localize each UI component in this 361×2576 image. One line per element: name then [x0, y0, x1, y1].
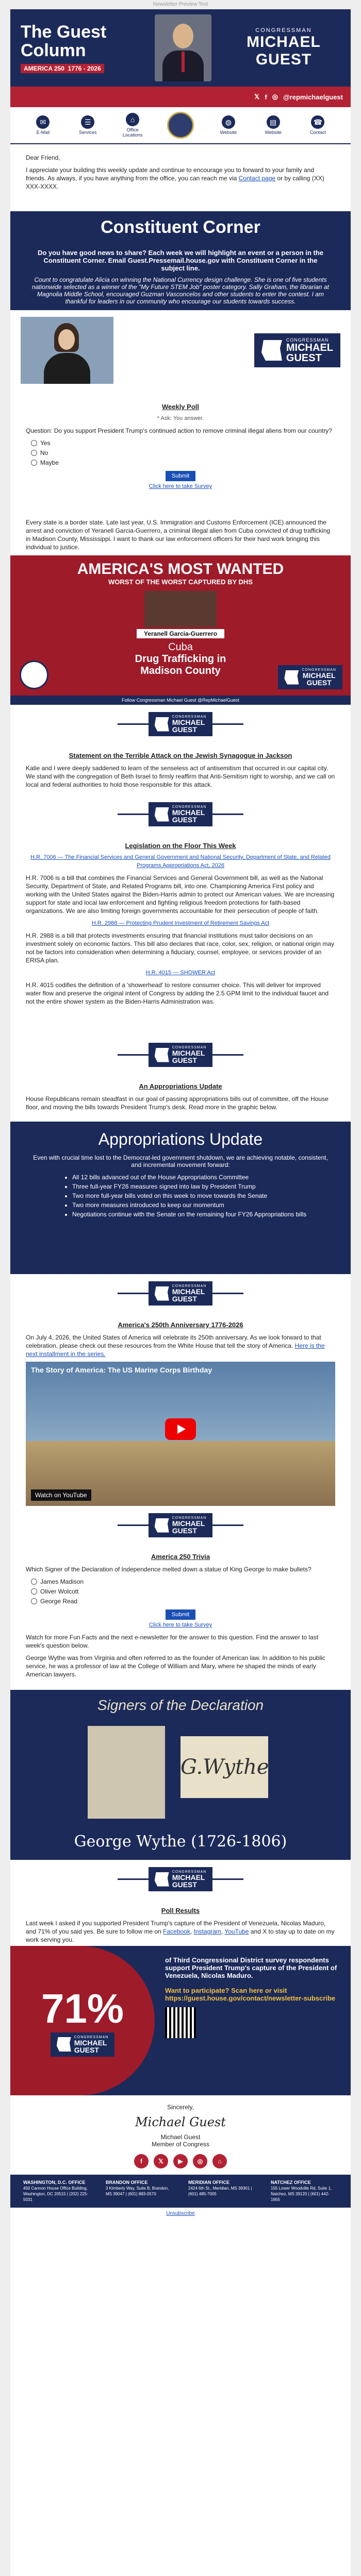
services-icon: ☰	[81, 115, 94, 129]
signoff	[10, 2104, 351, 2148]
bill-hr4015-link[interactable]: H.R. 4015 — SHOWER Act	[145, 970, 216, 976]
location-icon: ⌂	[126, 113, 139, 126]
website-link[interactable]: ◍ Website	[218, 115, 239, 135]
poll-results-graphic	[10, 1946, 351, 2095]
constituent-corner-prompt: Do you have good news to share? Each week we will highlight an event or a person in the Constituent Corner. Email Guest.Pressemail.house.gov with Constituent Corner in the subject line. Count to congratulate Alicia on winning the National Currency design challenge. She is one of five students nationwide selected as a winner of the "My Future STEM Job" poster category. Sally Graham, the librarian at Magnolia Middle School, encouraged Guzman Vasconcelos and other students to enter the contest. I am thankful for leaders in our community who encourage our students towards success.	[10, 244, 351, 310]
video-title: The Story of America: The US Marine Corps Birthday	[31, 1366, 212, 1374]
bill-hr7006-link[interactable]: H.R. 7006 — The Financial Services and General Government and National Security, Department of State, and Related Programs Appropriations Act, 2026	[30, 854, 331, 869]
wanted-footer: Follow Congressman Michael Guest @RepMichaelGuest	[10, 696, 351, 705]
globe-icon: ◍	[222, 115, 235, 129]
instagram-icon[interactable]: ◎	[272, 93, 278, 100]
watch-on-youtube-button[interactable]: Watch on YouTube	[31, 1489, 91, 1501]
appropriations-title: An Appropriations Update	[139, 1082, 222, 1090]
poll-subtitle: * Ask: You answer.	[157, 415, 204, 421]
wythe-signature: G.Wythe	[180, 1736, 268, 1798]
youtube-video[interactable]	[26, 1362, 335, 1506]
contact-link[interactable]: ☎ Contact	[307, 115, 328, 135]
signers-graphic	[10, 1690, 351, 1860]
section-divider: CONGRESSMAN MICHAEL GUEST	[10, 712, 351, 736]
congressman-portrait	[155, 14, 211, 81]
edition-badge: AMERICA 250 1776 - 2026	[21, 64, 104, 73]
wanted-subtitle: WORST OF THE WORST CAPTURED BY DHS	[108, 578, 253, 586]
appropriations-bullet: • Two more full-year bills voted on this week to move towards the Senate	[72, 1191, 330, 1200]
qr-code-icon[interactable]	[165, 2007, 196, 2038]
poll-cta: Want to participate? Scan here or visit https://guest.house.gov/contact/newsletter-subscribe	[165, 1987, 336, 2002]
poll-submit-button[interactable]: Submit	[166, 471, 195, 481]
congressman-label: CONGRESSMAN	[255, 27, 312, 33]
poll-percent: 71%	[41, 1985, 124, 2031]
email-link[interactable]: ✉ E-Mail	[32, 115, 53, 135]
poll-option-no[interactable]: No	[31, 449, 335, 457]
wythe-portrait	[88, 1726, 165, 1819]
footer-offices	[10, 2175, 351, 2208]
intro-paragraph: I appreciate your building this weekly update and continue to encourage you to forward to your family and friends. As always, if you have anything from the office, you can reach me via Contact page or by calling (XX) XXX-XXXX.	[26, 166, 324, 190]
mississippi-icon	[155, 1286, 169, 1301]
instagram-icon[interactable]: ◎	[193, 2154, 207, 2168]
social-handle[interactable]: @repmichaelguest	[283, 93, 343, 101]
newsletter	[10, 9, 351, 2576]
enforcement-paragraph: Every state is a border state. Late last year, U.S. Immigration and Customs Enforcement (ICE) announced the arrest and conviction of Yeranell Garcia-Guerrero, a criminal illegal alien from Cuba convicted of drug trafficking in Madison County, Mississippi. I want to thank our law enforcement officers for their hard work bringing this individual to justice.	[26, 519, 331, 551]
signer-role: Member of Congress	[151, 2141, 210, 2148]
play-icon[interactable]	[165, 1418, 196, 1440]
signers-title: Signers of the Declaration	[97, 1697, 264, 1713]
website-link-2[interactable]: ▤ Website	[263, 115, 284, 135]
appropriations-graphic	[10, 1122, 351, 1274]
section-divider: CONGRESSMAN MICHAEL GUEST	[10, 1281, 351, 1306]
suspect-photo	[144, 591, 217, 627]
facebook-icon[interactable]: f	[265, 93, 267, 101]
services-link[interactable]: ☰ Services	[77, 115, 98, 135]
congress-seal	[167, 112, 194, 139]
signer-name: George Wythe (1726-1806)	[74, 1833, 287, 1851]
student-photo	[21, 317, 113, 384]
poll-results-title: Poll Results	[161, 1907, 200, 1914]
bill-hr7006-body: H.R. 7006 is a bill that combines the Financial Services and General Government bill, as well as the National Security, Department of State, and Related Programs bill, into one. Championing America First policy and working with the United States against the Biden-Harris admin to protect our American values. We are increasing support for state and local law enforcement and fighting religious freedom protections for faith-based organizations. We are also limiting foreign governments accountable for their persecution of people of faith.	[26, 874, 335, 914]
instagram-link[interactable]: Instagram	[193, 1928, 221, 1935]
guest-logo: CONGRESSMAN MICHAEL GUEST	[51, 2032, 115, 2057]
offices-link[interactable]: ⌂ Office Locations	[122, 113, 143, 138]
preheader: Newsletter Preview Text	[0, 0, 361, 9]
office-meridian: MERIDIAN OFFICE 2424 6th St., Meridian, MS 39301 | (601) 485-7005	[188, 2180, 252, 2196]
facebook-icon[interactable]: f	[134, 2154, 149, 2168]
constituent-corner-title: Constituent Corner	[10, 211, 351, 244]
dhs-seal-icon	[20, 660, 48, 689]
mississippi-icon	[155, 1872, 169, 1887]
poll-results-body: Last week I asked if you supported President Trump's capture of the President of Venezuela, Nicolas Maduro, and 71% of you said yes. Be sure to follow me on Facebook, Instagram, YouTube and X to stay up to date on my work serving you.	[26, 1920, 335, 1943]
poll-option-yes[interactable]: Yes	[31, 439, 335, 447]
poll-title: Weekly Poll	[161, 403, 199, 411]
appropriations-lead: Even with crucial time lost to the Democrat-led government shutdown, we are achieving notable, consistent, and incremental movement forward:	[33, 1154, 328, 1168]
office-dc: WASHINGTON, D.C. OFFICE 450 Cannon House Office Building, Washington, DC 20515 | (202) 225-5031	[23, 2180, 88, 2202]
appropriations-bullet: • Two more measures introduced to keep our momentum	[72, 1200, 330, 1210]
x-icon[interactable]: 𝕏	[254, 93, 260, 100]
mississippi-icon	[261, 340, 282, 361]
office-natchez: NATCHEZ OFFICE 155 Lower Woodville Rd, Suite 1, Natchez, MS 39120 | (601) 442-1655	[271, 2180, 332, 2202]
appropriations-bullet: • All 12 bills advanced out of the House Appropriations Committee	[72, 1173, 330, 1182]
bill-hr2988-link[interactable]: H.R. 2988 — Protecting Prudent Investment of Retirement Savings Act	[91, 920, 270, 926]
document-icon: ▤	[267, 115, 280, 129]
trivia-option-wolcott[interactable]: Oliver Wolcott	[31, 1587, 335, 1596]
suspect-country: Cuba	[168, 641, 193, 653]
appropriations-body: House Republicans remain steadfast in our goal of passing appropriations bills out of committee, off the House floor, and moving the bills towards President Trump's desk. Read more in the graphic below.	[26, 1095, 329, 1111]
constituent-corner-story: Count to congratulate Alicia on winning the National Currency design challenge. She is one of five students nationwide selected as a winner of the "My Future STEM Job" poster category. Sally Graham, the librarian at Magnolia Middle School, encouraged Guzman Vasconcelos and other students to enter the contest. I am thankful for leaders in our community who encourage our students towards success.	[32, 276, 329, 305]
facebook-link[interactable]: Facebook	[163, 1928, 190, 1935]
anniversary-body: On July 4, 2026, the United States of America will celebrate its 250th anniversary. As we look forward to that celebration, please check out these resources from the White House that tell the story of America. Here is the next installment in the series.	[26, 1334, 325, 1358]
mississippi-icon	[155, 807, 169, 822]
appropriations-bullet: • Negotiations continue with the Senate on the remaining four FY26 Appropriations bills	[72, 1210, 330, 1219]
constituent-photo-panel	[10, 310, 351, 391]
suspect-crime: Drug Trafficking in Madison County	[135, 653, 226, 676]
poll-survey-link[interactable]: Click here to take Survey	[149, 483, 212, 489]
trivia-answer: George Wythe was from Virginia and often referred to as the founder of American law. In addition to his public service, he was a professor of law at the College of William and Mary, where he shaped the minds of early American lawyers.	[26, 1654, 325, 1678]
legislation-title: Legislation on the Floor This Week	[125, 842, 236, 850]
website-icon[interactable]: ⌂	[212, 2154, 227, 2168]
greeting: Dear Friend,	[26, 154, 60, 161]
appropriations-list	[72, 1173, 330, 1219]
youtube-icon[interactable]: ▶	[173, 2154, 188, 2168]
footer-social	[10, 2154, 351, 2168]
mississippi-icon	[155, 1048, 169, 1062]
congressman-last-name: GUEST	[255, 51, 312, 68]
section-divider: CONGRESSMAN MICHAEL GUEST	[10, 1043, 351, 1067]
contact-page-link[interactable]: Contact page	[238, 175, 276, 182]
guest-logo: CONGRESSMAN MICHAEL GUEST	[278, 665, 342, 689]
unsubscribe-link[interactable]: Unsubscribe	[166, 2211, 195, 2216]
signer-name: Michael Guest	[160, 2133, 201, 2141]
poll-question: Question: Do you support President Trump's continued action to remove criminal illegal aliens from our country?	[26, 427, 332, 434]
appropriations-bullet: • Three full-year FY26 measures signed into law by President Trump	[72, 1182, 330, 1191]
x-icon[interactable]: 𝕏	[154, 2154, 168, 2168]
mississippi-icon	[155, 717, 169, 732]
trivia-submit-button[interactable]: Submit	[166, 1609, 195, 1620]
trivia-survey-link[interactable]: Click here to take Survey	[149, 1622, 212, 1628]
appropriations-graphic-title: Appropriations Update	[98, 1130, 263, 1148]
quick-links	[10, 107, 351, 144]
mail-icon: ✉	[36, 115, 50, 129]
trivia-option-read[interactable]: George Read	[31, 1597, 335, 1605]
congressman-first-name: MICHAEL	[247, 33, 321, 50]
statement-title: Statement on the Terrible Attack on the Jewish Synagogue in Jackson	[69, 752, 292, 759]
anniversary-series-link[interactable]: Here is the next installment in the series.	[26, 1342, 325, 1358]
trivia-question: Which Signer of the Declaration of Independence melted down a statue of King George to make bullets?	[26, 1566, 311, 1573]
section-divider: CONGRESSMAN MICHAEL GUEST	[10, 1513, 351, 1537]
bill-hr4015-body: H.R. 4015 codifies the definition of a 'showerhead' to restore consumer choice. This will deliver for improved water flow and preserve the original intent of Congress by adding the 2.5 GPM limit to the individual faucet and not the entire shower system as the Biden-Harris Administration was.	[26, 981, 329, 1005]
mississippi-icon	[155, 1518, 169, 1533]
trivia-followup: Watch for more Fun Facts and the next e-newsletter for the answer to this question. Find the answer to last week's question below.	[26, 1634, 319, 1649]
phone-icon: ☎	[311, 115, 324, 129]
section-divider: CONGRESSMAN MICHAEL GUEST	[10, 802, 351, 826]
poll-option-maybe[interactable]: Maybe	[31, 459, 335, 467]
wanted-title: AMERICA'S MOST WANTED	[77, 561, 284, 578]
anniversary-title: America's 250th Anniversary 1776-2026	[118, 1321, 243, 1329]
statement-body: Katie and I were deeply saddened to learn of the senseless act of antisemitism that occurred in our capital city. We stand with the congregation of Beth Israel to firmly reaffirm that Anti-Semitism right to worship, and we call on local and federal authorities to hold those responsible for this attack.	[26, 765, 335, 788]
newsletter-title: The Guest Column	[21, 22, 107, 60]
trivia-title: America 250 Trivia	[151, 1553, 210, 1561]
header-banner	[10, 9, 351, 87]
bill-hr2988-body: H.R. 2988 is a bill that protects investments ensuring that financial institutions must tailor decisions on an investment solely on economic factors. This bill also declares that race, color, sex, religion, or national origin may not be factors into consideration when determining a fiduciary, counsel, employee, or services provider of an ERISA plan.	[26, 932, 335, 964]
most-wanted-graphic	[10, 555, 351, 705]
poll-result-statement: of Third Congressional District survey respondents support President Trump's capture of the President of Venezuela, Nicolas Maduro.	[165, 1956, 337, 1979]
guest-logo: CONGRESSMAN MICHAEL GUEST	[254, 333, 340, 367]
closing: Sincerely,	[167, 2104, 194, 2111]
section-divider: CONGRESSMAN MICHAEL GUEST	[10, 1867, 351, 1891]
trivia-option-madison[interactable]: James Madison	[31, 1578, 335, 1586]
social-bar	[10, 87, 351, 107]
office-brandon: BRANDON OFFICE 3 Kimberly Way, Suite B, Brandon, MS 39047 | (601) 883-0570	[106, 2180, 169, 2196]
signature: Michael Guest	[135, 2115, 226, 2129]
suspect-name: Yeranell Garcia-Guerrero	[137, 629, 224, 638]
youtube-link[interactable]: YouTube	[224, 1928, 249, 1935]
